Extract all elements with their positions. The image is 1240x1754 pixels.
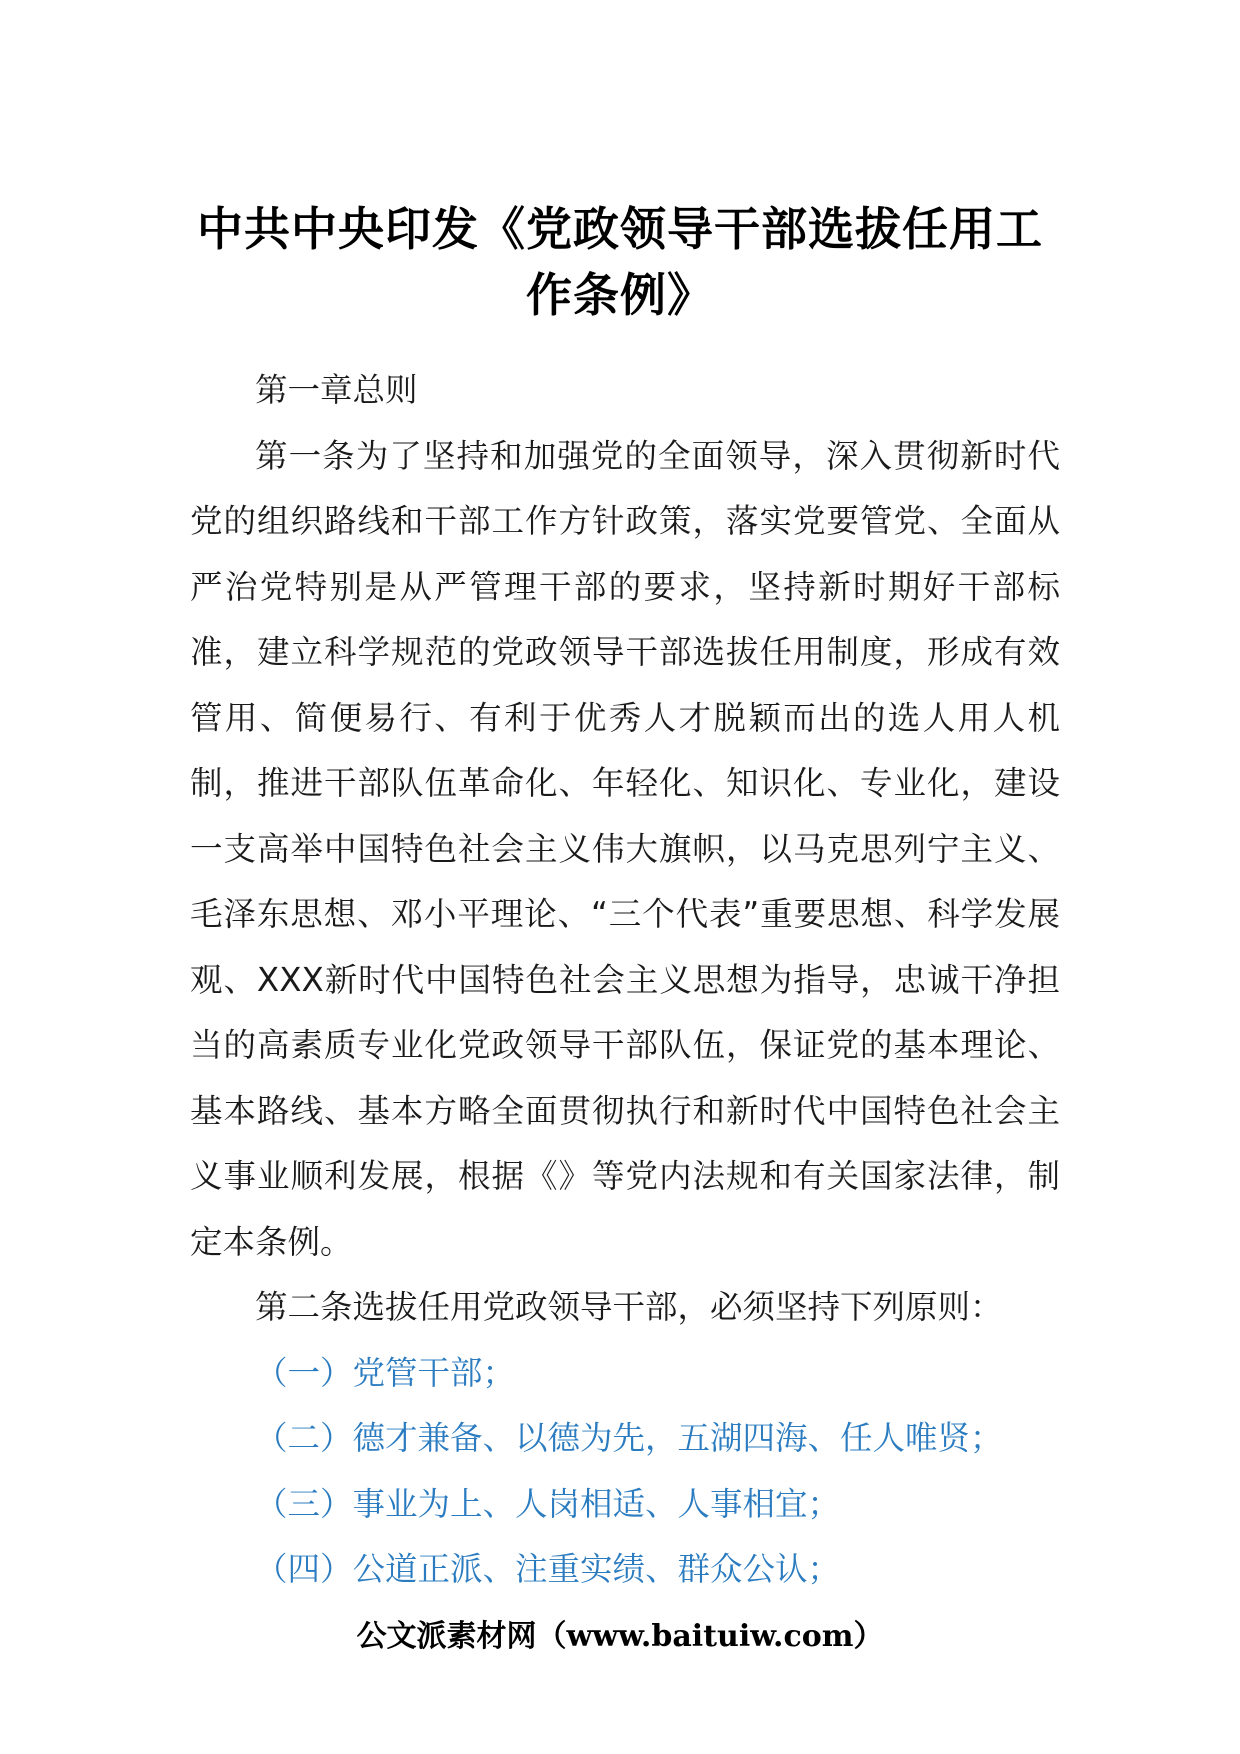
- principle-item: （二）德才兼备、以德为先，五湖四海、任人唯贤；: [255, 1419, 1003, 1457]
- article-two-paragraph: 第二条选拔任用党政领导干部，必须坚持下列原则：: [255, 1288, 1003, 1326]
- chapter-heading: 第一章总则: [255, 371, 418, 409]
- principle-item: （四）公道正派、注重实绩、群众公认；: [255, 1550, 841, 1588]
- principle-item: （一）党管干部；: [255, 1353, 516, 1392]
- footer-source: 公文派素材网（www.baituiw.com）: [356, 1619, 884, 1654]
- article-one-paragraph: 第一条为了坚持和加强党的全面领导，深入贯彻新时代党的组织路线和干部工作方针政策，落实党要管党、全面从严治党特别是从严管理干部的要求，坚持新时期好干部标准，建立科学规范的党政领导干部选拔任用制度，形成有效管用、简便易行、有利于优秀人才脱颖而出的选人用人机制，推进干部队伍革命化、年轻化、知识化、专业化，建设一支高举中国特色社会主义伟大旗帜，以马克思列宁主义、毛泽东思想、邓小平理论、“三个代表”重要思想、科学发展观、XXX新时代中国特色社会主义思想为指导，忠诚干净担当的高素质专业化党政领导干部队伍，保证党的基本理论、基本路线、基本方略全面贯彻执行和新时代中国特色社会主义事业顺利发展，根据《》等党内法规和有关国家法律，制定本条例。: [190, 436, 1060, 1261]
- document-title: 中共中央印发《党政领导干部选拔任用工作条例》: [197, 202, 1043, 322]
- document-body: [190, 358, 1060, 1603]
- principle-item: （三）事业为上、人岗相适、人事相宜；: [255, 1484, 841, 1523]
